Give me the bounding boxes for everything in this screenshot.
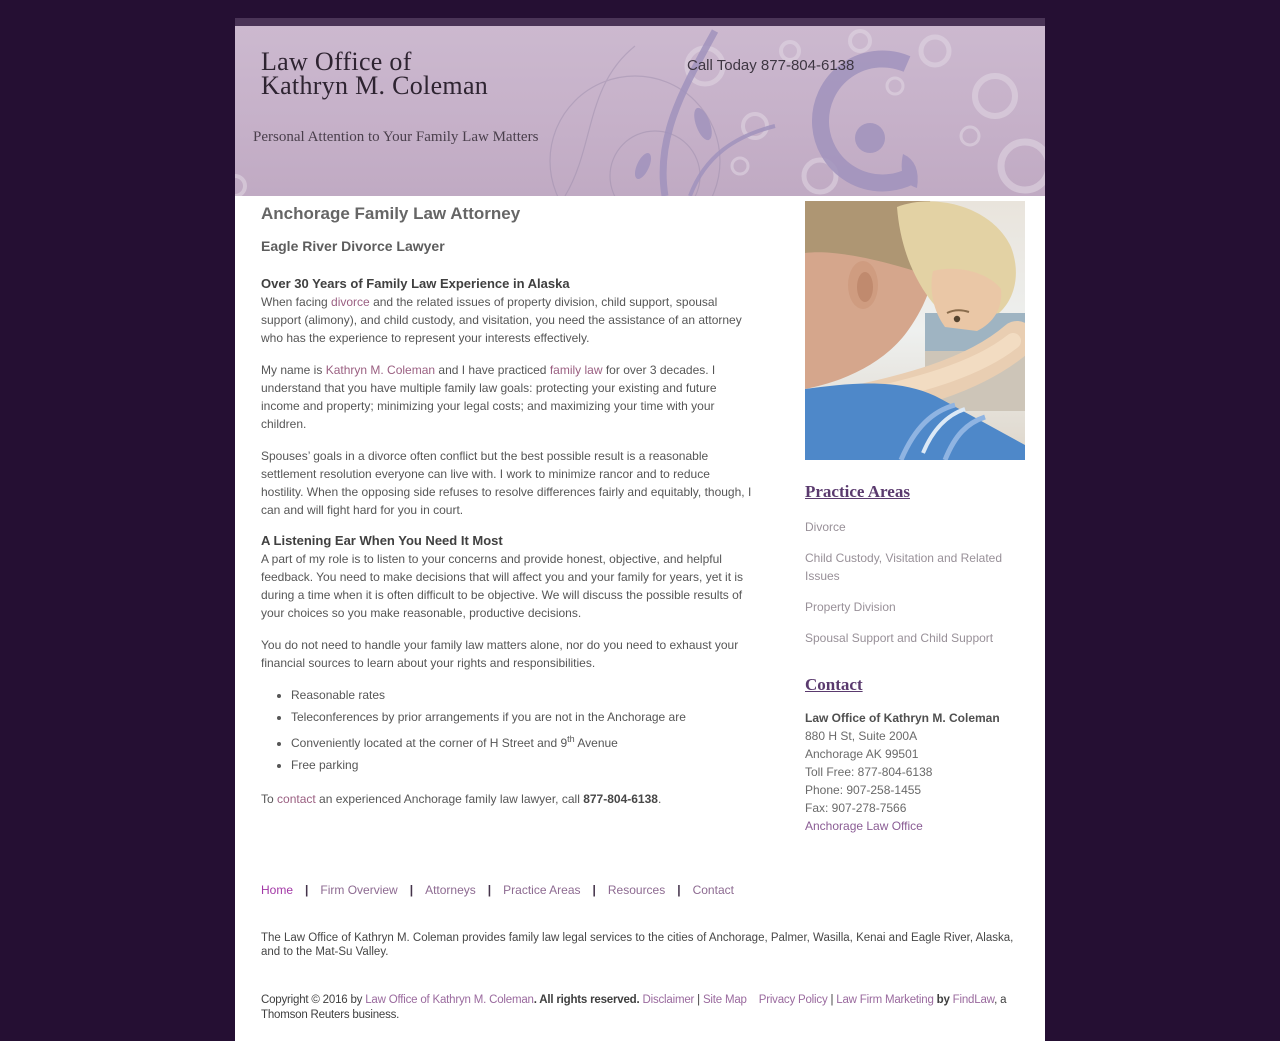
copyright-line	[261, 993, 1017, 1023]
text-segment	[747, 994, 759, 1006]
bullet-list	[291, 686, 755, 774]
practice-area-link[interactable]: Property Division	[805, 600, 896, 614]
text-segment: Teleconferences by prior arrangements if you are not in the Anchorage are	[291, 710, 686, 724]
text-segment: Spouses’ goals in a divorce often conflict but the best possible result is a reasonable settlement resolution everyone can live with. I work to minimize rancor and to reduce hostility. When the opposing side refuses to resolve differences fairly and equitably, though, I can and will fight hard for you in court.	[261, 449, 752, 517]
firm-name-line2: Kathryn M. Coleman	[261, 71, 489, 100]
inline-link[interactable]: FindLaw	[952, 994, 995, 1006]
contact-address1: 880 H St, Suite 200A	[805, 729, 918, 743]
practice-areas-heading-link[interactable]: Practice Areas	[805, 482, 910, 501]
contact-fax: Fax: 907-278-7566	[805, 801, 907, 815]
practice-area-item	[805, 598, 1025, 616]
text-segment: |	[827, 994, 837, 1006]
text-segment: Conveniently located at the corner of H Street and 9	[291, 736, 568, 750]
contact-heading-link[interactable]: Contact	[805, 675, 863, 694]
paragraph	[261, 447, 755, 519]
paragraph	[261, 293, 755, 347]
content-area	[235, 196, 1045, 1041]
page-subtitle: Eagle River Divorce Lawyer	[261, 238, 445, 254]
text-segment: Copyright © 2016 by	[261, 994, 366, 1006]
footer-nav-practice-areas[interactable]: Practice Areas	[503, 883, 581, 897]
practice-area-item	[805, 549, 1025, 585]
anchorage-office-link[interactable]: Anchorage Law Office	[805, 819, 923, 833]
footer-nav-attorneys[interactable]: Attorneys	[425, 883, 476, 897]
paragraph	[261, 790, 755, 808]
inline-link[interactable]: Kathryn M. Coleman	[325, 363, 436, 377]
nav-separator: |	[305, 883, 309, 897]
bold-text: 877-804-6138	[583, 792, 658, 806]
text-segment: and the related issues of property division, child support, spousal support (alimony), and child custody, and visitation, you need the assistance of an attorney who has the experience to represent your interests effectively.	[261, 295, 742, 345]
text-segment: You do not need to handle your family law matters alone, nor do you need to exhaust your financial sources to learn about your rights and responsibilities.	[261, 638, 739, 670]
practice-area-link[interactable]: Divorce	[805, 520, 846, 534]
contact-tollfree: Toll Free: 877-804-6138	[805, 765, 933, 779]
bold-text: by	[933, 994, 953, 1006]
text-segment: Avenue	[574, 736, 618, 750]
inline-link[interactable]: Disclaimer	[642, 994, 695, 1006]
main-column	[261, 201, 755, 835]
inline-link[interactable]: family law	[549, 363, 603, 377]
page	[235, 18, 1045, 1041]
nav-separator: |	[487, 883, 492, 897]
paragraph	[261, 636, 755, 672]
text-segment: an experienced Anchorage family law lawyer, call	[315, 792, 584, 806]
text-segment: Reasonable rates	[291, 688, 386, 702]
contact-firm-name: Law Office of Kathryn M. Coleman	[805, 711, 1000, 725]
article-body	[261, 276, 755, 808]
article-heading: A Listening Ear When You Need It Most	[261, 533, 503, 548]
footer-nav-firm-overview[interactable]: Firm Overview	[320, 883, 398, 897]
footer-nav	[261, 883, 1025, 897]
footer-nav-home[interactable]: Home	[261, 883, 294, 897]
text-segment: To	[261, 792, 278, 806]
father-and-child-photo	[805, 201, 1025, 460]
contact-phone: Phone: 907-258-1455	[805, 783, 922, 797]
text-segment: My name is	[261, 363, 326, 377]
text-segment: for over 3 decades. I understand that you have multiple family law goals: protecting your existing and future income and property; minimizing your legal costs; and maximizing your time with your children.	[261, 363, 717, 431]
firm-name	[261, 47, 489, 100]
text-segment: , a Thomson Reuters business.	[261, 994, 1007, 1021]
practice-area-item	[805, 518, 1025, 536]
top-accent-bar	[235, 18, 1045, 26]
firm-name-line1: Law Office of	[261, 47, 412, 76]
paragraph	[261, 361, 755, 433]
text-segment: and I have practiced	[435, 363, 550, 377]
inline-link[interactable]: Site Map	[702, 994, 747, 1006]
nav-separator: |	[677, 883, 681, 897]
footer-nav-contact[interactable]: Contact	[692, 883, 734, 897]
article-heading: Over 30 Years of Family Law Experience in Alaska	[261, 276, 570, 291]
list-item	[291, 730, 755, 752]
text-segment: When facing	[261, 295, 332, 309]
practice-area-link[interactable]: Spousal Support and Child Support	[805, 631, 994, 645]
text-segment: .	[657, 792, 662, 806]
superscript-text: th	[567, 734, 575, 744]
tagline: Personal Attention to Your Family Law Matters	[253, 129, 539, 145]
practice-area-item	[805, 629, 1025, 647]
list-item	[291, 708, 755, 726]
footer-nav-resources[interactable]: Resources	[607, 883, 666, 897]
inline-link[interactable]: contact	[277, 792, 316, 806]
list-item	[291, 756, 755, 774]
call-today-phone: Call Today 877-804-6138	[687, 57, 855, 74]
text-segment: Free parking	[291, 758, 359, 772]
text-segment: |	[694, 994, 703, 1006]
contact-info	[805, 709, 1025, 835]
nav-separator: |	[409, 883, 414, 897]
nav-separator: |	[592, 883, 596, 897]
practice-area-link[interactable]: Child Custody, Visitation and Related Issues	[805, 551, 1003, 583]
text-segment: A part of my role is to listen to your concerns and provide honest, objective, and helpful feedback. You need to make decisions that will affect you and your family for years, yet it is during a time when it is often difficult to be objective. We will discuss the possible results of your choices so you make reasonable, productive decisions.	[261, 552, 744, 620]
paragraph	[261, 550, 755, 622]
inline-link[interactable]: Privacy Policy	[758, 994, 828, 1006]
sidebar	[805, 201, 1025, 835]
service-area-disclaimer: The Law Office of Kathryn M. Coleman provides family law legal services to the cities of Anchorage, Palmer, Wasilla, Kenai and Eagle River, Alaska, and to the Mat-Su Valley.	[261, 932, 1014, 958]
practice-areas-list	[805, 518, 1025, 647]
contact-address2: Anchorage AK 99501	[805, 747, 919, 761]
inline-link[interactable]: Law Firm Marketing	[836, 994, 934, 1006]
page-title: Anchorage Family Law Attorney	[261, 204, 521, 223]
inline-link[interactable]: Law Office of Kathryn M. Coleman	[365, 994, 534, 1006]
inline-link[interactable]: divorce	[331, 295, 370, 309]
list-item	[291, 686, 755, 704]
bold-text: . All rights reserved.	[533, 994, 643, 1006]
site-header	[235, 26, 1045, 196]
